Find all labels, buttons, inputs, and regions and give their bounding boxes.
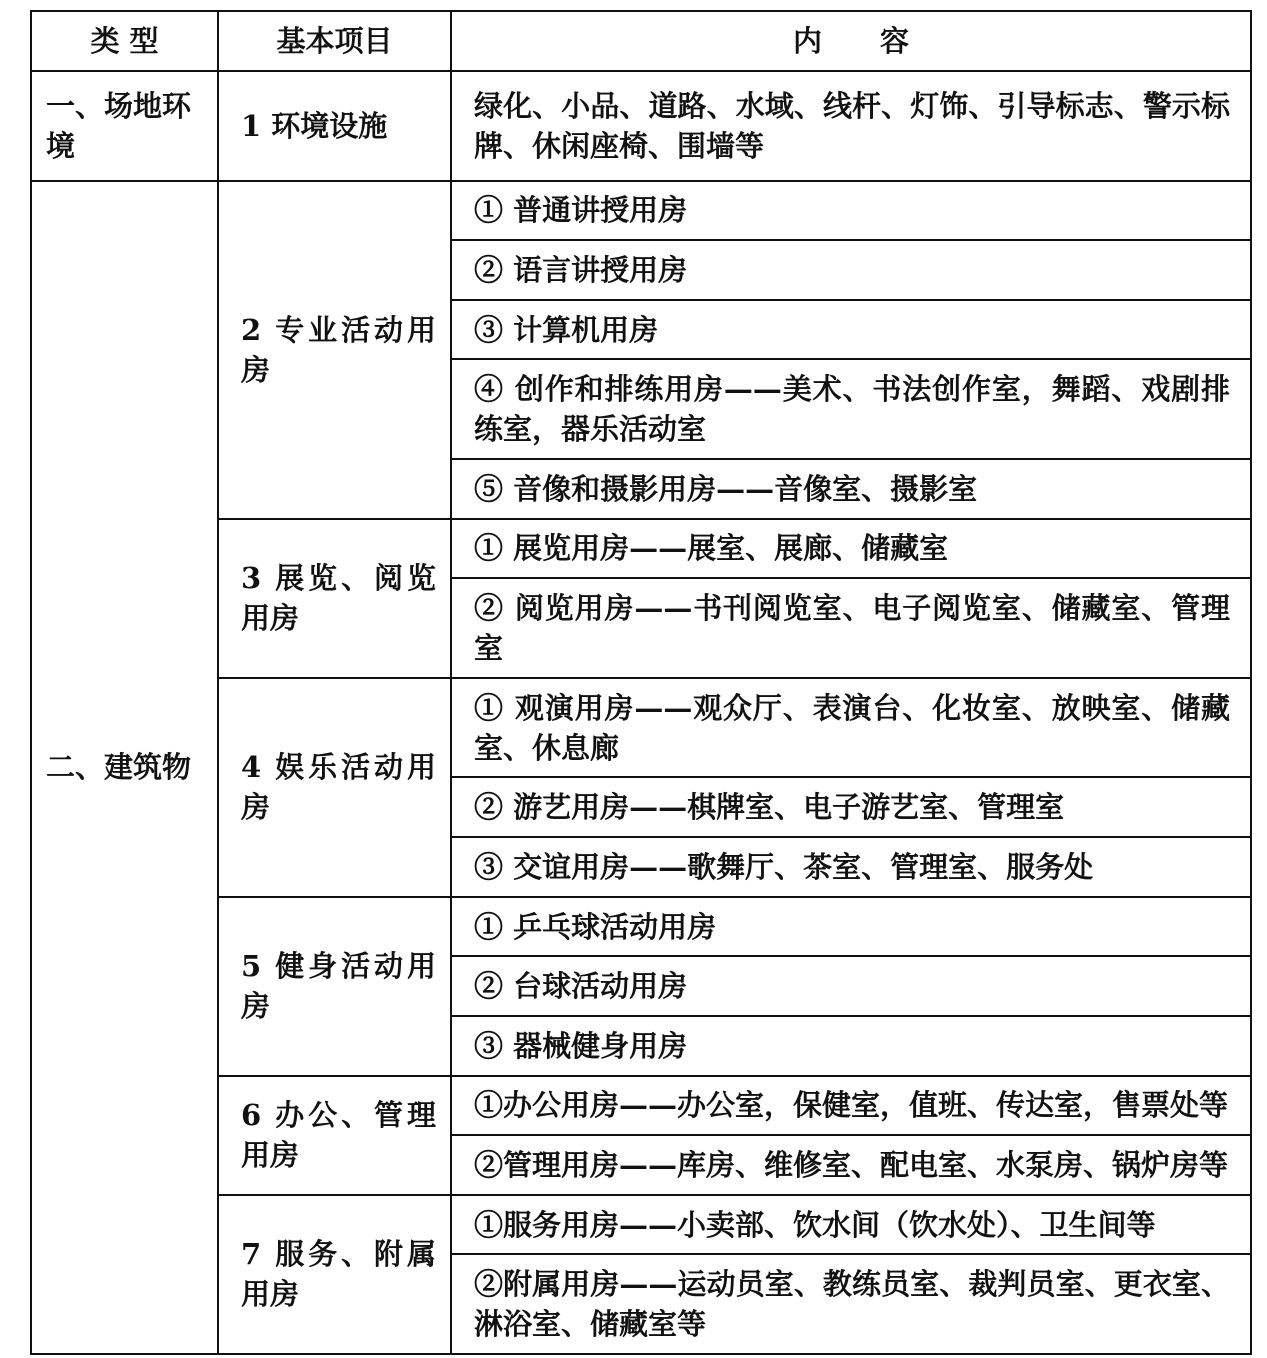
content-cell: ①服务用房——小卖部、饮水间（饮水处）、卫生间等	[451, 1195, 1251, 1255]
item-cell: 5 健身活动用房	[218, 897, 451, 1076]
header-type: 类 型	[31, 11, 218, 71]
table-row	[31, 71, 1251, 181]
content-cell: ④ 创作和排练用房——美术、书法创作室，舞蹈、戏剧排练室，器乐活动室	[451, 359, 1251, 459]
header-row	[31, 11, 1251, 71]
content-cell: ③ 计算机用房	[451, 300, 1251, 360]
item-cell: 2 专业活动用房	[218, 181, 451, 519]
content-cell: 绿化、小品、道路、水域、线杆、灯饰、引导标志、警示标牌、休闲座椅、围墙等	[451, 71, 1251, 181]
content-cell: ② 台球活动用房	[451, 956, 1251, 1016]
content-cell: ① 观演用房——观众厅、表演台、化妆室、放映室、储藏室、休息廊	[451, 678, 1251, 778]
content-cell: ③ 交谊用房——歌舞厅、茶室、管理室、服务处	[451, 837, 1251, 897]
item-cell: 6 办公、管理用房	[218, 1076, 451, 1195]
item-cell: 3 展览、阅览用房	[218, 519, 451, 678]
item-cell: 7 服务、附属用房	[218, 1195, 451, 1354]
content-cell: ②管理用房——库房、维修室、配电室、水泵房、锅炉房等	[451, 1135, 1251, 1195]
content-cell: ② 阅览用房——书刊阅览室、电子阅览室、储藏室、管理室	[451, 578, 1251, 678]
content-cell: ② 游艺用房——棋牌室、电子游艺室、管理室	[451, 777, 1251, 837]
content-cell: ①办公用房——办公室，保健室，值班、传达室，售票处等	[451, 1076, 1251, 1136]
header-item: 基本项目	[218, 11, 451, 71]
facility-table	[30, 10, 1252, 1355]
item-cell: 1 环境设施	[218, 71, 451, 181]
header-content: 内 容	[451, 11, 1251, 71]
content-cell: ① 展览用房——展室、展廊、储藏室	[451, 519, 1251, 579]
content-cell: ① 普通讲授用房	[451, 181, 1251, 241]
content-cell: ① 乒乓球活动用房	[451, 897, 1251, 957]
type-cell: 二、建筑物	[31, 181, 218, 1354]
item-cell: 4 娱乐活动用房	[218, 678, 451, 897]
content-cell: ③ 器械健身用房	[451, 1016, 1251, 1076]
table-row	[31, 181, 1251, 241]
content-cell: ⑤ 音像和摄影用房——音像室、摄影室	[451, 459, 1251, 519]
content-cell: ② 语言讲授用房	[451, 240, 1251, 300]
content-cell: ②附属用房——运动员室、教练员室、裁判员室、更衣室、淋浴室、储藏室等	[451, 1254, 1251, 1354]
type-cell: 一、场地环境	[31, 71, 218, 181]
table-body	[31, 71, 1251, 1354]
